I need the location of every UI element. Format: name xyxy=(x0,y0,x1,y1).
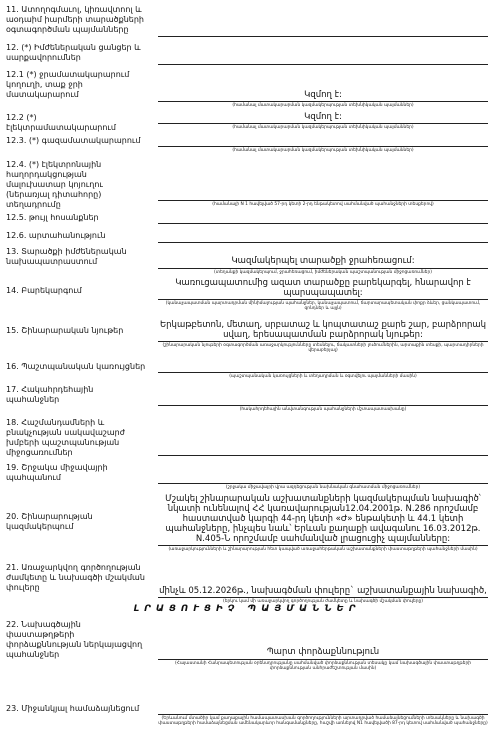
hint-19: (շրջակա միջավայրի վրա ազդեցության նախնական գնահատման միջոցառումներ) xyxy=(225,485,421,490)
hint-20: (առաջարկությունների և շինարարության հետ կապված առաջահերթական աշխատանքների փաստաթղթերի պահանջների մասին) xyxy=(168,547,478,552)
line-22 xyxy=(158,659,488,660)
hint-12-2: (համանալ մատակարարման կազմակերպության տեխնիկական պայմաններ) xyxy=(232,125,414,130)
section-title: ԼՐԱՑՈՒՑԻՉ ՊԱՅՄԱՆՆԵՐ xyxy=(133,604,361,614)
line-20 xyxy=(158,545,488,546)
value-12-2: Կզմող է: xyxy=(304,112,342,122)
hint-21: (երկու կամ մի առաջարկվող գործողության ժամկետը և նախագծի մշակման փուլերը) xyxy=(223,599,423,604)
label-12-1: 12.1 (*) ջրամատակարարում կողուղի, տաք ջրի մատակարարում xyxy=(6,70,130,99)
label-20: 20. Շինարարության կազմակերպում xyxy=(6,512,93,531)
line-14 xyxy=(158,299,488,300)
hint-22: (Հայաստանի Հանրապետության օրենսդրությանը սահմանված փորձաքննության տեսակը կամ նախագծային փաստաթղթերի փորձաքննության անհրաժեշտության մասին) xyxy=(174,661,472,672)
line-12-4 xyxy=(158,200,488,201)
line-12-5 xyxy=(158,223,488,224)
label-12-6: 12.6. արտահանություն xyxy=(6,231,106,240)
value-14: Կառուցապատումից ազատ տարածքը բարեկարգել, հնարավոր է պարսպապատել: xyxy=(175,278,471,298)
hint-14: (կանաչապատման պարտադրման մինիմալության պահանջներ, կանաչապատում, ճարտարապետական փոքր ձևեր, ցանկապատում, զոնդներ և այլն) xyxy=(165,301,481,312)
label-16: 16. Պաշտպանական կառույցներ xyxy=(6,362,146,371)
label-18: 18. Հաշմանդամների և բնակչության սակավաշարժ խմբերի պաշտպանության միջոցառումներ xyxy=(6,418,125,457)
line-19 xyxy=(158,483,488,484)
label-12-2: 12.2 (*) էլեկտրամատակարարում xyxy=(6,113,116,132)
line-12-6 xyxy=(158,242,488,243)
line-12 xyxy=(158,64,488,65)
label-19: 19. Շրջակա միջավայրի պահպանում xyxy=(6,463,108,482)
line-12-3 xyxy=(158,146,488,147)
label-21: 21. Առաջարկվող գործողության ժամկետը և նախագծի մշակման փուլերը xyxy=(6,563,145,592)
value-12-1: Կզմող է: xyxy=(304,90,342,100)
line-17 xyxy=(158,405,488,406)
line-21 xyxy=(158,597,488,598)
line-16 xyxy=(158,372,488,373)
hint-16: (պաշտպանական կառույցների և տեղադրման և օգտվելու պայմանների մասին) xyxy=(229,374,417,379)
line-15 xyxy=(158,341,488,342)
hint-17: (հակահրդեհային անվտանգության պահանջների մշտապատասխանը) xyxy=(239,407,407,412)
value-21: մինչև 05.12.2026թ., նախագծման փուլերը` աշխատանքային նախագիծ, xyxy=(159,586,487,596)
label-12: 12. (*) Իմժեներական ցանցեր և սարքավորումներ xyxy=(6,43,141,62)
line-18 xyxy=(158,455,488,456)
value-22: Պարտ փորձաքննություն xyxy=(266,647,380,657)
hint-15: (շինարարական նյութերի օգտագործման առաջարկությունները տեսնելու, ճակատների լուծումներին, արտաքին տեսքի, պարտադիրների վերաբերյալ) xyxy=(162,343,484,354)
label-11: 11. Ատողոգմաւոլ, կիռավտոոլ և աօդաիմ իարմերի տարածքների օգտագործման պայմանները xyxy=(6,5,145,34)
value-15: Երկաթբետոն, մետաղ, սրբատաշ և կոպտատաշ քարե շար, բարձրորակ սվաղ, երեսապատման բարձրորակ նյութեր: xyxy=(159,320,487,340)
line-23 xyxy=(158,714,488,715)
label-12-3: 12.3. (*) գազամատակարարում xyxy=(6,136,141,145)
hint-12-3: (համանալ մատակարարման կազմակերպության տեխնիկական պայմաններ) xyxy=(232,148,414,153)
label-17: 17. Հակահրդեհային պահանջներ xyxy=(6,385,94,404)
label-23: 23. Միջանկյալ համաձայնեցում xyxy=(6,704,140,713)
line-12-1 xyxy=(158,101,488,102)
label-14: 14. Բարեկարգում xyxy=(6,286,82,295)
value-13: Կազմակերպել տարածքի ջրահեռացում: xyxy=(231,256,415,266)
line-12-2 xyxy=(158,123,488,124)
line-11 xyxy=(158,36,488,37)
hint-12-4: (համանալի N 1 հավելված 57-րդ կետի 2-րդ ենթակետով սահմանված պահանջների տեսքերով) xyxy=(212,202,434,207)
hint-13: (տեղանքի կազմակերպում, ջրահեռացում, իմժեներական պաշտպանության միջոցառումներ) xyxy=(214,270,432,275)
hint-12-1: (համանալ մատակարարման կազմակերպության տեխնիկական պայմաններ) xyxy=(232,103,414,108)
value-20: Մշակել շինարարական աշխատանքների կազմակերպման նախագիծ՝ նկատի ունենալով ՀՀ կառավարության12.04.2001թ. N.286 որոշմամբ հաստատված կարգի 44-րդ կետի «Ժ» ենթակետի և 44.1 կետի պահանջները, ինչպես նաև՝ Երևան քաղաքի ավագանու 16.03.2012թ. N.405-Ն որոշմամբ սահմանված լրացուցիչ պայմանները: xyxy=(165,494,481,544)
line-13 xyxy=(158,268,488,269)
label-12-4: 12.4. (*) էլեկտրոնային հաղորդակցության մալուխատար կոյուղու (ներառյալ դիտահորը) տեղադրումը xyxy=(6,160,103,209)
label-12-5: 12.5. թույլ հոսանքներ xyxy=(6,213,99,222)
label-15: 15. Շինարարական նյութեր xyxy=(6,326,124,335)
label-22: 22. Նախագծային փաստաթղթերի փորձաքննության ներկայացվող պահանջներ xyxy=(6,620,143,659)
label-13: 13. Տարածքի իմժեներական նախապատրաստում xyxy=(6,247,127,266)
hint-23: (Երևանում մտածիր կամ քաղաքային համապատասխան գործողությունների արտադրված համաձայնեցումների տեսակները և նախագծի փաստաթղթերի համաձայնեցման ամենակարևոր հանգամանքները, հաշվի առնելով N1 հավելվածի 87-րդ կետով սահմանված պահանջները) xyxy=(158,716,488,727)
